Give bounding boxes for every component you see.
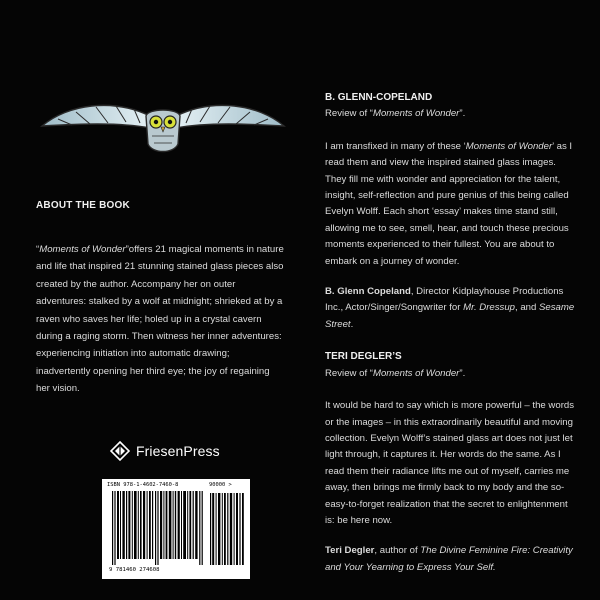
review1-body-a: I am transfixed in many of these ‘ (325, 140, 466, 152)
about-section (36, 200, 286, 398)
review1-subtitle (325, 106, 575, 122)
diamond-logo-icon (110, 441, 130, 461)
publisher-name: FriesenPress (136, 443, 220, 459)
review1-signature (325, 284, 575, 333)
review1-title: Moments of Wonder (372, 108, 460, 120)
review2-name: TERI DEGLER’S (325, 351, 402, 363)
stained-glass-owl-icon (38, 92, 288, 162)
review1-sig-and: , and (515, 302, 540, 314)
review1-show2: Sesame Street (325, 302, 575, 330)
review2-sig-name: Teri Degler (325, 545, 375, 557)
review1-sig-name: B. Glenn Copeland (325, 286, 411, 298)
about-book-title: Moments of Wonder (39, 244, 126, 255)
review2-suffix: ”. (459, 367, 466, 379)
publisher-logo (110, 440, 220, 462)
review1-sig-end: . (350, 318, 354, 330)
review2-title: Moments of Wonder (372, 367, 460, 379)
about-open-quote: “ (36, 244, 40, 255)
review2-subtitle (325, 366, 575, 382)
review2-sig-text: , author of (374, 545, 421, 557)
review1-show1: Mr. Dressup (463, 302, 515, 314)
barcode-bars (112, 491, 204, 565)
about-description: ”offers 21 magical moments in nature and life that inspired 21 stunning stained glass pieces also created by the author. Accompany her on outer adventures: stalked by a wolf at midnight; shrieked at by a raven who saves her life; holed up in a crystal cavern during a raging storm. Then witness her inner adventures: experiencing initiation into automatic drawing; inadvertently opening her third eye; the joy of regaining her vision. (36, 244, 284, 395)
review1-suffix: ”. (459, 108, 466, 120)
review2-prefix: Review of “ (325, 367, 373, 379)
barcode-digits: 9 781460 274608 (109, 567, 160, 573)
review1-prefix: Review of “ (325, 108, 373, 120)
isbn-text: ISBN 978-1-4602-7460-8 (107, 482, 179, 488)
review2-body: It would be hard to say which is more powerful – the words or the images – in this extraordinarily beautiful and moving collection. Evelyn Wolff’s stained glass art does not just let light through, it captures it. Her words do the same. As I read them their radiance lifts me out of myself, carries me away, then brings me firmly back to my body and the so-easy-to-forget realization that the secret to enlightenment is: be here now. (325, 400, 575, 526)
price-code-text: 90000 > (209, 482, 232, 488)
price-addon-bars (210, 493, 244, 565)
isbn-barcode (102, 479, 250, 579)
review1-body-title: Moments of Wonder (465, 140, 553, 152)
about-heading: ABOUT THE BOOK (36, 200, 130, 211)
review1-body (325, 139, 575, 270)
about-body (36, 241, 286, 398)
review1-body-b: ’ as I read them and view the inspired stained glass images. They fill me with wonder and appreciation for the talent, insight, self-reflection and pure genius of this being called Evelyn Wolff. Each short ‘essay’ makes time stand still, allowing me to see, smell, hear, and touch these precious moments experienced to their fullest. You are about to embark on a journey of wonder. (325, 140, 573, 267)
review1-sig-text: , Director Kidplayhouse Productions Inc., Actor/Singer/Songwriter for (325, 286, 564, 314)
review2-signature (325, 543, 575, 576)
review1-name: B. GLENN-COPELAND (325, 92, 433, 103)
reviews-section (325, 90, 575, 576)
review2-book-title: The Divine Feminine Fire: Creativity and Your Yearning to Express Your Self. (325, 545, 573, 573)
